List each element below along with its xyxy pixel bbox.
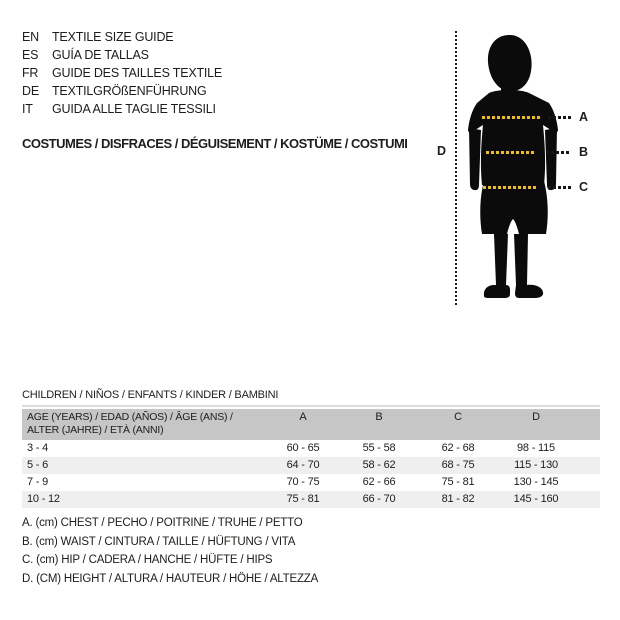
children-size-table	[22, 409, 600, 508]
language-label: GUÍA DE TALLAS	[52, 48, 149, 62]
age-cell: 5 - 6	[27, 459, 49, 471]
chest-cell: 64 - 70	[286, 459, 320, 471]
age-header-line2: ALTER (JAHRE) / ETÀ (ANNI)	[27, 424, 164, 436]
label-a: A	[579, 110, 588, 124]
leader-line-a	[548, 116, 573, 119]
waist-measure-line-b	[486, 151, 536, 154]
age-header-line1: AGE (YEARS) / EDAD (AÑOS) / ÂGE (ANS) /	[27, 411, 233, 423]
height-measure-line-d	[455, 31, 457, 305]
legend-hip: C. (cm) HIP / CADERA / HANCHE / HÜFTE / HIPS	[22, 554, 273, 566]
column-header-c: C	[454, 411, 462, 423]
language-row-it	[22, 100, 222, 118]
hip-measure-line-c	[483, 186, 538, 189]
table-section-title: CHILDREN / NIÑOS / ENFANTS / KINDER / BAMBINI	[22, 389, 279, 401]
table-row	[22, 457, 600, 474]
legend-chest: A. (cm) CHEST / PECHO / POITRINE / TRUHE / PETTO	[22, 517, 303, 529]
chest-cell: 75 - 81	[286, 493, 320, 505]
height-cell: 115 - 130	[514, 459, 558, 471]
age-column-header	[22, 409, 264, 437]
label-c: C	[579, 180, 588, 194]
hip-cell: 75 - 81	[441, 476, 475, 488]
hip-cell: 62 - 68	[441, 442, 475, 454]
language-guide-list	[22, 28, 222, 118]
label-d: D	[437, 144, 446, 158]
language-code: FR	[22, 66, 39, 80]
height-cell: 98 - 115	[517, 442, 555, 454]
height-cell: 145 - 160	[513, 493, 559, 505]
table-header-row	[22, 409, 600, 440]
category-title: COSTUMES / DISFRACES / DÉGUISEMENT / KOSTÜME / COSTUMI	[22, 136, 408, 151]
column-header-d: D	[532, 411, 540, 423]
language-row-es	[22, 46, 222, 64]
child-silhouette-icon	[463, 33, 563, 298]
table-row	[22, 440, 600, 457]
language-label: TEXTILE SIZE GUIDE	[52, 30, 174, 44]
chest-cell: 70 - 75	[286, 476, 320, 488]
legend-height: D. (CM) HEIGHT / ALTURA / HAUTEUR / HÖHE / ALTEZZA	[22, 572, 319, 585]
language-code: IT	[22, 102, 33, 116]
hip-cell: 81 - 82	[441, 493, 475, 505]
language-label: TEXTILGRÖßENFÜHRUNG	[52, 84, 207, 98]
language-label: GUIDE DES TAILLES TEXTILE	[52, 66, 223, 80]
waist-cell: 58 - 62	[362, 459, 396, 471]
label-b: B	[579, 145, 588, 159]
waist-cell: 66 - 70	[362, 493, 396, 505]
chest-measure-line-a	[482, 116, 540, 119]
column-header-b: B	[375, 411, 383, 423]
measurement-legend	[22, 514, 318, 588]
language-label: GUIDA ALLE TAGLIE TESSILI	[52, 102, 216, 116]
waist-cell: 62 - 66	[362, 476, 396, 488]
chest-cell: 60 - 65	[286, 442, 320, 454]
height-cell: 130 - 145	[513, 476, 559, 488]
column-header-a: A	[299, 411, 307, 423]
language-code: ES	[22, 48, 39, 62]
language-row-fr	[22, 64, 222, 82]
waist-cell: 55 - 58	[362, 442, 396, 454]
age-cell: 3 - 4	[27, 442, 49, 454]
language-row-de	[22, 82, 222, 100]
hip-cell: 68 - 75	[441, 459, 475, 471]
language-row-en	[22, 28, 222, 46]
age-cell: 10 - 12	[27, 493, 60, 505]
leader-line-b	[546, 151, 571, 154]
table-row	[22, 491, 600, 508]
language-code: EN	[22, 30, 39, 44]
leader-line-c	[548, 186, 572, 189]
age-cell: 7 - 9	[27, 476, 49, 488]
legend-waist: B. (cm) WAIST / CINTURA / TAILLE / HÜFTUNG / VITA	[22, 535, 296, 548]
table-top-rule	[22, 405, 600, 407]
table-row	[22, 474, 600, 491]
language-code: DE	[22, 84, 39, 98]
